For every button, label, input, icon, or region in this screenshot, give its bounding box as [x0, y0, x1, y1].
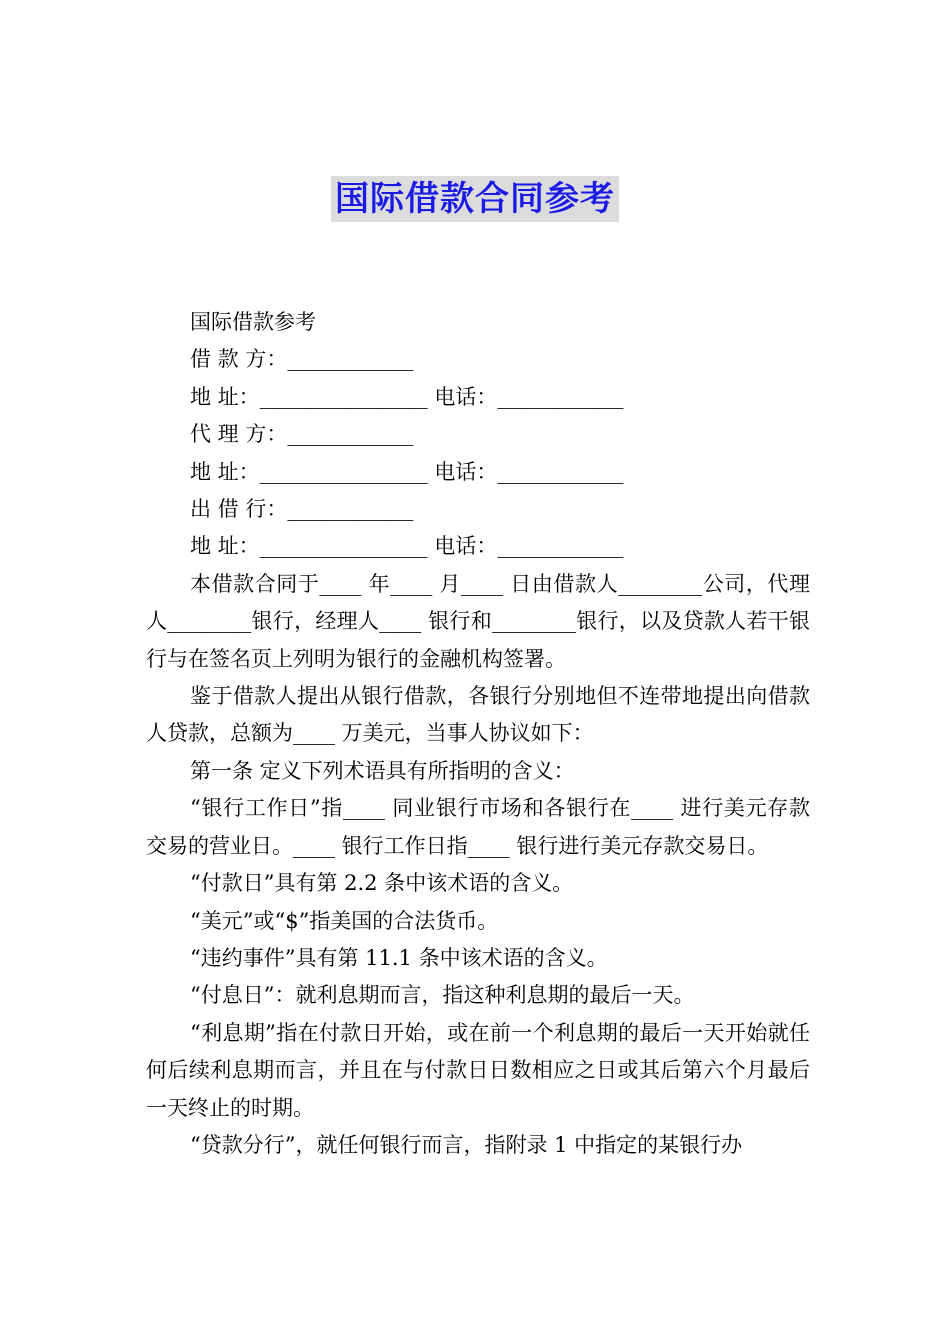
definition: “利息期”指在付款日开始，或在前一个利息期的最后一天开始就任何后续利息期而言，并且在与付款日日数相应之日或其后第六个月最后一天终止的时期。	[146, 1020, 810, 1120]
definition: “违约事件”具有第 11.1 条中该术语的含义。	[190, 945, 608, 970]
address-phone-line: 地 址：________________ 电话：____________	[190, 534, 624, 559]
lender-line: 出 借 行：____________	[190, 497, 414, 522]
document-title: 国际借款合同参考	[331, 176, 619, 222]
definition: “贷款分行”，就任何银行而言，指附录 1 中指定的某银行办	[190, 1132, 743, 1157]
definition: “付息日”：就利息期而言，指这种利息期的最后一天。	[190, 983, 695, 1008]
borrower-line: 借 款 方：____________	[190, 347, 414, 372]
document-body	[146, 304, 810, 1164]
paragraph: 鉴于借款人提出从银行借款，各银行分别地但不连带地提出向借款人贷款，总额为____ 万美元，当事人协议如下：	[146, 684, 810, 746]
paragraph: 国际借款参考	[190, 310, 316, 334]
address-phone-line: 地 址：________________ 电话：____________	[190, 459, 624, 484]
definition: “银行工作日”指____ 同业银行市场和各银行在____ 进行美元存款交易的营业日。____ 银行工作日指____ 银行进行美元存款交易日。	[146, 796, 810, 858]
definition: “美元”或“$”指美国的合法货币。	[190, 908, 499, 933]
title-container	[0, 176, 950, 222]
agent-line: 代 理 方：____________	[190, 422, 414, 447]
definition: “付款日”具有第 2.2 条中该术语的含义。	[190, 871, 574, 896]
address-phone-line: 地 址：________________ 电话：____________	[190, 384, 624, 409]
paragraph: 本借款合同于____ 年____ 月____ 日由借款人________公司，代理人________银行，经理人____ 银行和________银行，以及贷款人若干银行与在签名页上列明为银行的金融机构签署。	[146, 571, 810, 671]
article-heading: 第一条 定义下列术语具有所指明的含义：	[190, 758, 575, 783]
